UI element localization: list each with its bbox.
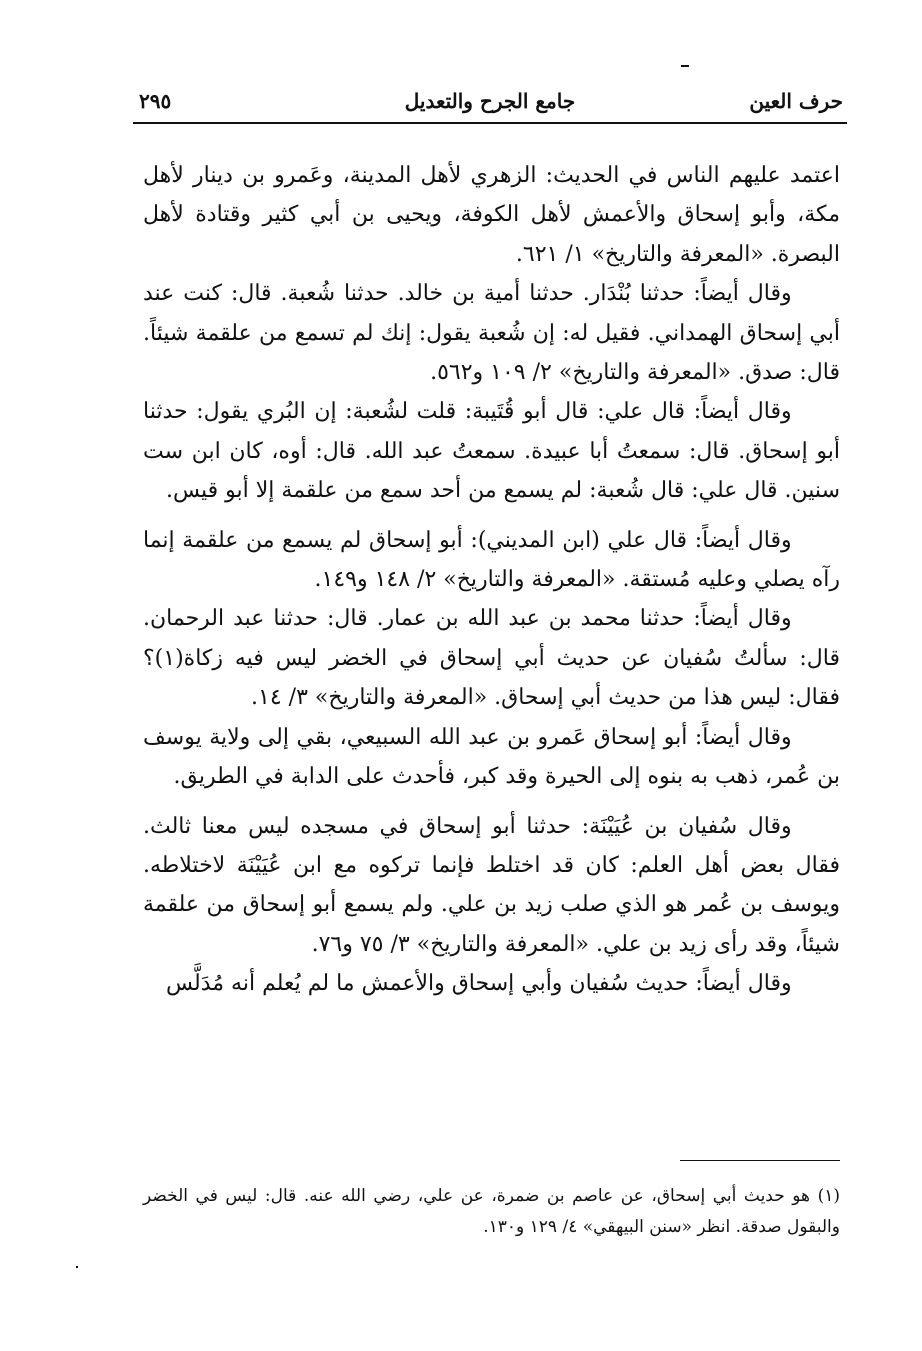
page-number: ٢٩٥ — [139, 89, 172, 113]
chapter-title: حرف العين — [749, 89, 843, 113]
ink-speck — [681, 65, 689, 67]
footnote — [143, 1181, 840, 1243]
paragraph: وقال أيضاً: حديث سُفيان وأبي إسحاق والأعمش ما لم يُعلم أنه مُدَلَّس — [165, 971, 792, 997]
running-header — [133, 86, 847, 124]
footnote-text: (١) هو حديث أبي إسحاق، عن عاصم بن ضمرة، عن علي، رضي الله عنه. قال: ليس في الخضر والبقول صدقة. انظر «سنن البيهقي» ٤/ ١٢٩ و١٣٠. — [143, 1186, 840, 1237]
footnote-separator — [680, 1160, 840, 1161]
ink-speck — [76, 1266, 78, 1268]
paragraph: اعتمد عليهم الناس في الحديث: الزهري لأهل المدينة، وعَمرو بن دينار لأهل مكة، وأبو إسحاق والأعمش لأهل الكوفة، ويحيى بن أبي كثير وقتادة لأهل البصرة. «المعرفة والتاريخ» ١/ ٦٢١. — [143, 163, 840, 267]
main-text — [143, 156, 840, 1004]
paragraph: وقال سُفيان بن عُيَيْنَة: حدثنا أبو إسحاق في مسجده ليس معنا ثالث. فقال بعض أهل العلم: كان قد اختلط فإنما تركوه مع ابن عُيَيْنَة لاختلاطه. ويوسف بن عُمر هو الذي صلب زيد بن علي. ولم يسمع أبو إسحاق من علقمة شيئاً، وقد رأى زيد بن علي. «المعرفة والتاريخ» ٣/ ٧٥ و٧٦. — [143, 813, 840, 957]
paragraph: وقال أيضاً: حدثنا محمد بن عبد الله بن عمار. قال: حدثنا عبد الرحمان. قال: سألتُ سُفيان عن حديث أبي إسحاق في الخضر ليس فيه زكاة(١)؟ فقال: ليس هذا من حديث أبي إسحاق. «المعرفة والتاريخ» ٣/ ١٤. — [143, 606, 840, 711]
paragraph: وقال أيضاً: قال علي (ابن المديني): أبو إسحاق لم يسمع من علقمة إنما رآه يصلي وعليه مُستقة. «المعرفة والتاريخ» ٢/ ١٤٨ و١٤٩. — [143, 527, 840, 593]
book-title: جامع الجرح والتعديل — [404, 89, 576, 113]
paragraph: وقال أيضاً: حدثنا بُنْدَار. حدثنا أمية بن خالد. حدثنا شُعبة. قال: كنت عند أبي إسحاق الهمداني. فقيل له: إن شُعبة يقول: إنك لم تسمع من علقمة شيئاً. قال: صدق. «المعرفة والتاريخ» ٢/ ١٠٩ و٥٦٢. — [143, 281, 840, 386]
paragraph: وقال أيضاً: قال علي: قال أبو قُتَيبة: قلت لشُعبة: إن البُري يقول: حدثنا أبو إسحاق. قال: سمعتُ أبا عبيدة. سمعتُ عبد الله. قال: أوه، كان ابن ست سنين. قال علي: قال شُعبة: لم يسمع من أحد سمع من علقمة إلا أبو قيس. — [143, 399, 840, 504]
paragraph: وقال أيضاً: أبو إسحاق عَمرو بن عبد الله السبيعي، بقي إلى ولاية يوسف بن عُمر، ذهب به بنوه إلى الحيرة وقد كبر، فأحدث على الدابة في الطريق. — [143, 724, 840, 790]
